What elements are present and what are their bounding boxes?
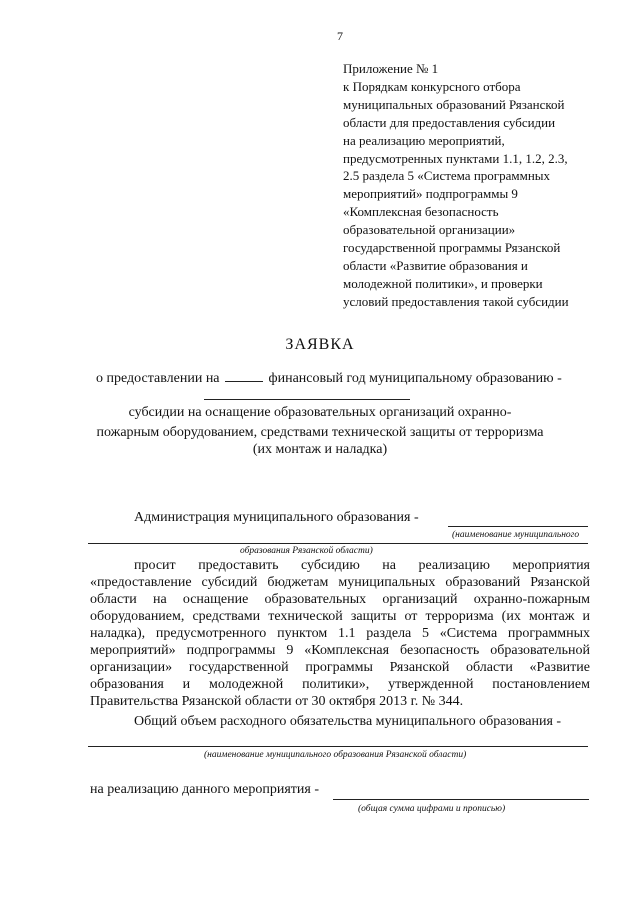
subtitle-text: финансовый год муниципальному образованию -	[268, 371, 562, 386]
paragraph-line: оборудованием, средствами технической защиты от терроризма (их монтаж и	[90, 609, 590, 624]
caption-municipality-part2: образования Рязанской области)	[240, 546, 373, 556]
subtitle-line-3: пожарным оборудованием, средствами технической защиты от терроризма	[96, 425, 544, 440]
caption-municipality-name: (наименование муниципального образования Рязанской области)	[204, 750, 467, 760]
subtitle-line-4: (их монтаж и наладка)	[252, 442, 388, 457]
annex-line: образовательной организации»	[343, 222, 516, 238]
paragraph-line: «предоставление субсидий бюджетам муниципальных образований Рязанской	[90, 575, 590, 590]
annex-line: предусмотренных пунктами 1.1, 1.2, 2.3,	[343, 150, 568, 166]
annex-line: 2.5 раздела 5 «Система программных	[343, 168, 551, 184]
subtitle-text: о предоставлении на	[96, 371, 220, 386]
subtitle-line-1	[96, 368, 562, 387]
annex-line: государственной программы Рязанской	[343, 240, 561, 256]
caption-municipality-part1: (наименование муниципального	[452, 530, 580, 540]
annex-line: на реализацию мероприятий,	[343, 132, 505, 148]
annex-line: Приложение № 1	[343, 61, 439, 76]
paragraph-line: организации» государственной программы Рязанской области «Развитие	[90, 660, 590, 675]
caption-total-amount: (общая сумма цифрами и прописью)	[358, 804, 506, 814]
paragraph-line: просит предоставить субсидию на реализацию мероприятия	[134, 558, 590, 573]
admin-name-blank	[448, 526, 588, 527]
annex-line: «Комплексная безопасность	[343, 204, 499, 220]
annex-line: области «Развитие образования и	[343, 257, 528, 273]
annex-line: муниципальных образований Рязанской	[343, 96, 565, 112]
subtitle-line-2: субсидии на оснащение образовательных организаций охранно-	[128, 405, 512, 420]
municipality-name-blank	[204, 399, 410, 400]
year-blank	[225, 368, 263, 382]
volume-line: Общий объем расходного обязательства муниципального образования -	[134, 714, 562, 729]
measure-label: на реализацию данного мероприятия -	[90, 782, 320, 797]
admin-name-blank-line2	[88, 543, 588, 544]
paragraph-line: области на оснащение образовательных организаций охранно-пожарным	[90, 592, 590, 607]
paragraph-line: мероприятий» подпрограммы 9 «Комплексная безопасность образовательной	[90, 643, 590, 658]
annex-line: условий предоставления такой субсидии	[343, 293, 569, 309]
paragraph-line: Правительства Рязанской области от 30 октября 2013 г. № 344.	[90, 694, 464, 709]
annex-line: области для предоставления субсидии	[343, 114, 556, 130]
page-number: 7	[337, 29, 343, 43]
annex-line: к Порядкам конкурсного отбора	[343, 78, 521, 94]
paragraph-line: наладка), предусмотренного пунктом 1.1 раздела 5 «Система программных	[90, 626, 590, 641]
annex-line: мероприятий» подпрограммы 9	[343, 186, 518, 202]
document-title: ЗАЯВКА	[285, 336, 355, 353]
annex-line: молодежной политики», и проверки	[343, 275, 543, 291]
paragraph-line: образования и молодежной политики», утвержденной постановлением	[90, 677, 590, 692]
admin-label: Администрация муниципального образования -	[134, 510, 419, 525]
municipality-name-blank-2	[88, 746, 588, 747]
total-amount-blank	[333, 799, 589, 800]
annex-block	[343, 60, 603, 311]
